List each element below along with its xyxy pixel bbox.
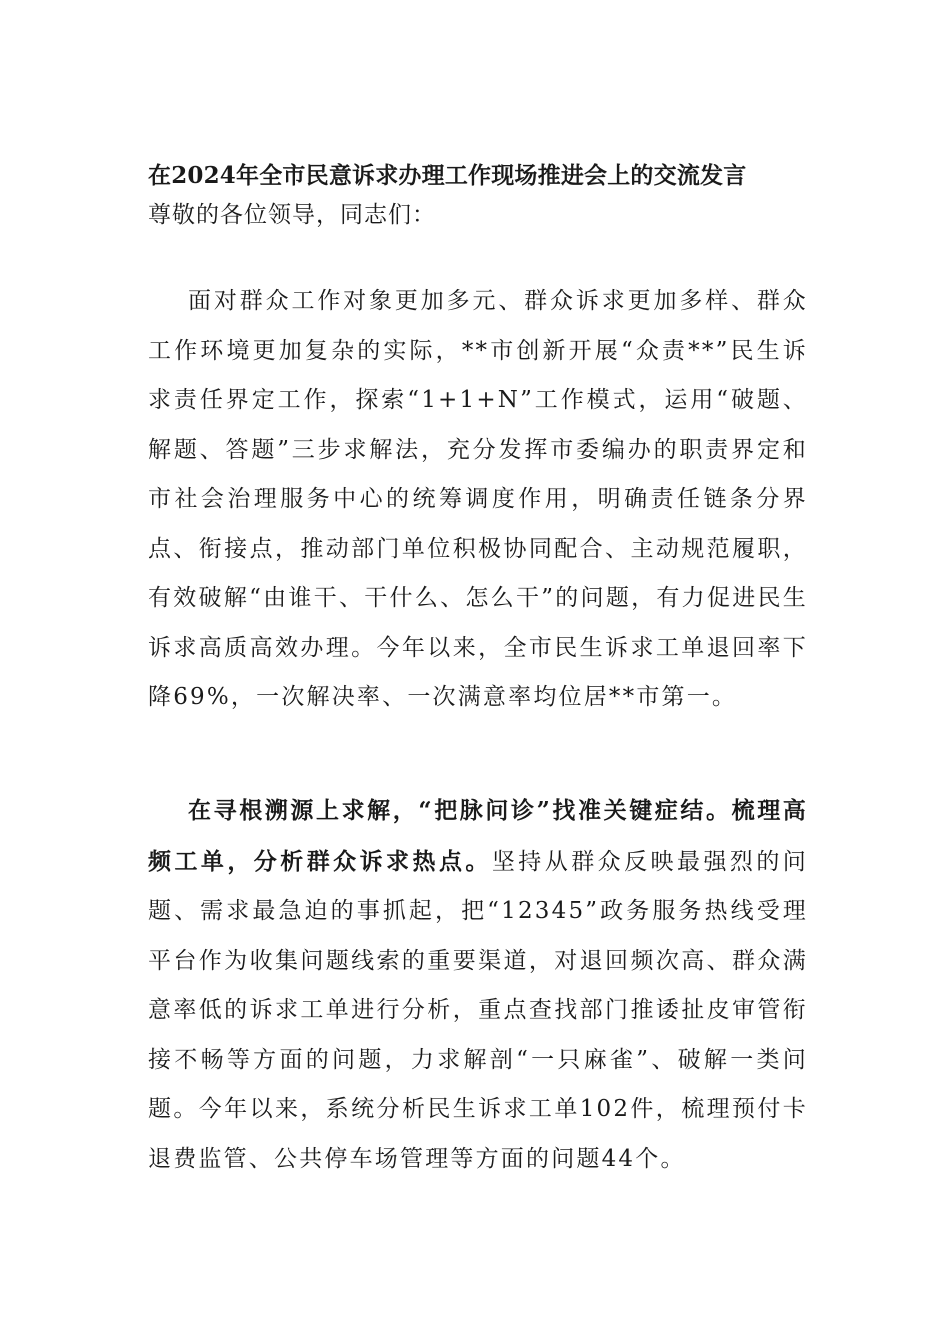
- document-title: 在2024年全市民意诉求办理工作现场推进会上的交流发言: [148, 162, 747, 189]
- salutation: 尊敬的各位领导，同志们：: [148, 202, 436, 228]
- paragraph-section-1: [148, 786, 808, 1184]
- section-body: 坚持从群众反映最强烈的问题、需求最急迫的事抓起，把“12345”政务服务热线受理平台作为收集问题线索的重要渠道，对退回频次高、群众满意率低的诉求工单进行分析，重点查找部门推诿扯皮审管衔接不畅等方面的问题，力求解剖“一只麻雀”、破解一类问题。今年以来，系统分析民生诉求工单102件，梳理预付卡退费监管、公共停车场管理等方面的问题44个。: [148, 848, 808, 1172]
- section-heading: 在寻根溯源上求解，“把脉问诊”找准关键症结。梳理高频工单，分析群众诉求热点。: [148, 797, 808, 875]
- paragraph-intro: 面对群众工作对象更加多元、群众诉求更加多样、群众工作环境更加复杂的实际，**市创新开展“众责**”民生诉求责任界定工作，探索“1+1+N”工作模式，运用“破题、解题、答题”三步求解法，充分发挥市委编办的职责界定和市社会治理服务中心的统筹调度作用，明确责任链条分界点、衔接点，推动部门单位积极协同配合、主动规范履职，有效破解“由谁干、干什么、怎么干”的问题，有力促进民生诉求高质高效办理。今年以来，全市民生诉求工单退回率下降69%，一次解决率、一次满意率均位居**市第一。: [148, 288, 808, 710]
